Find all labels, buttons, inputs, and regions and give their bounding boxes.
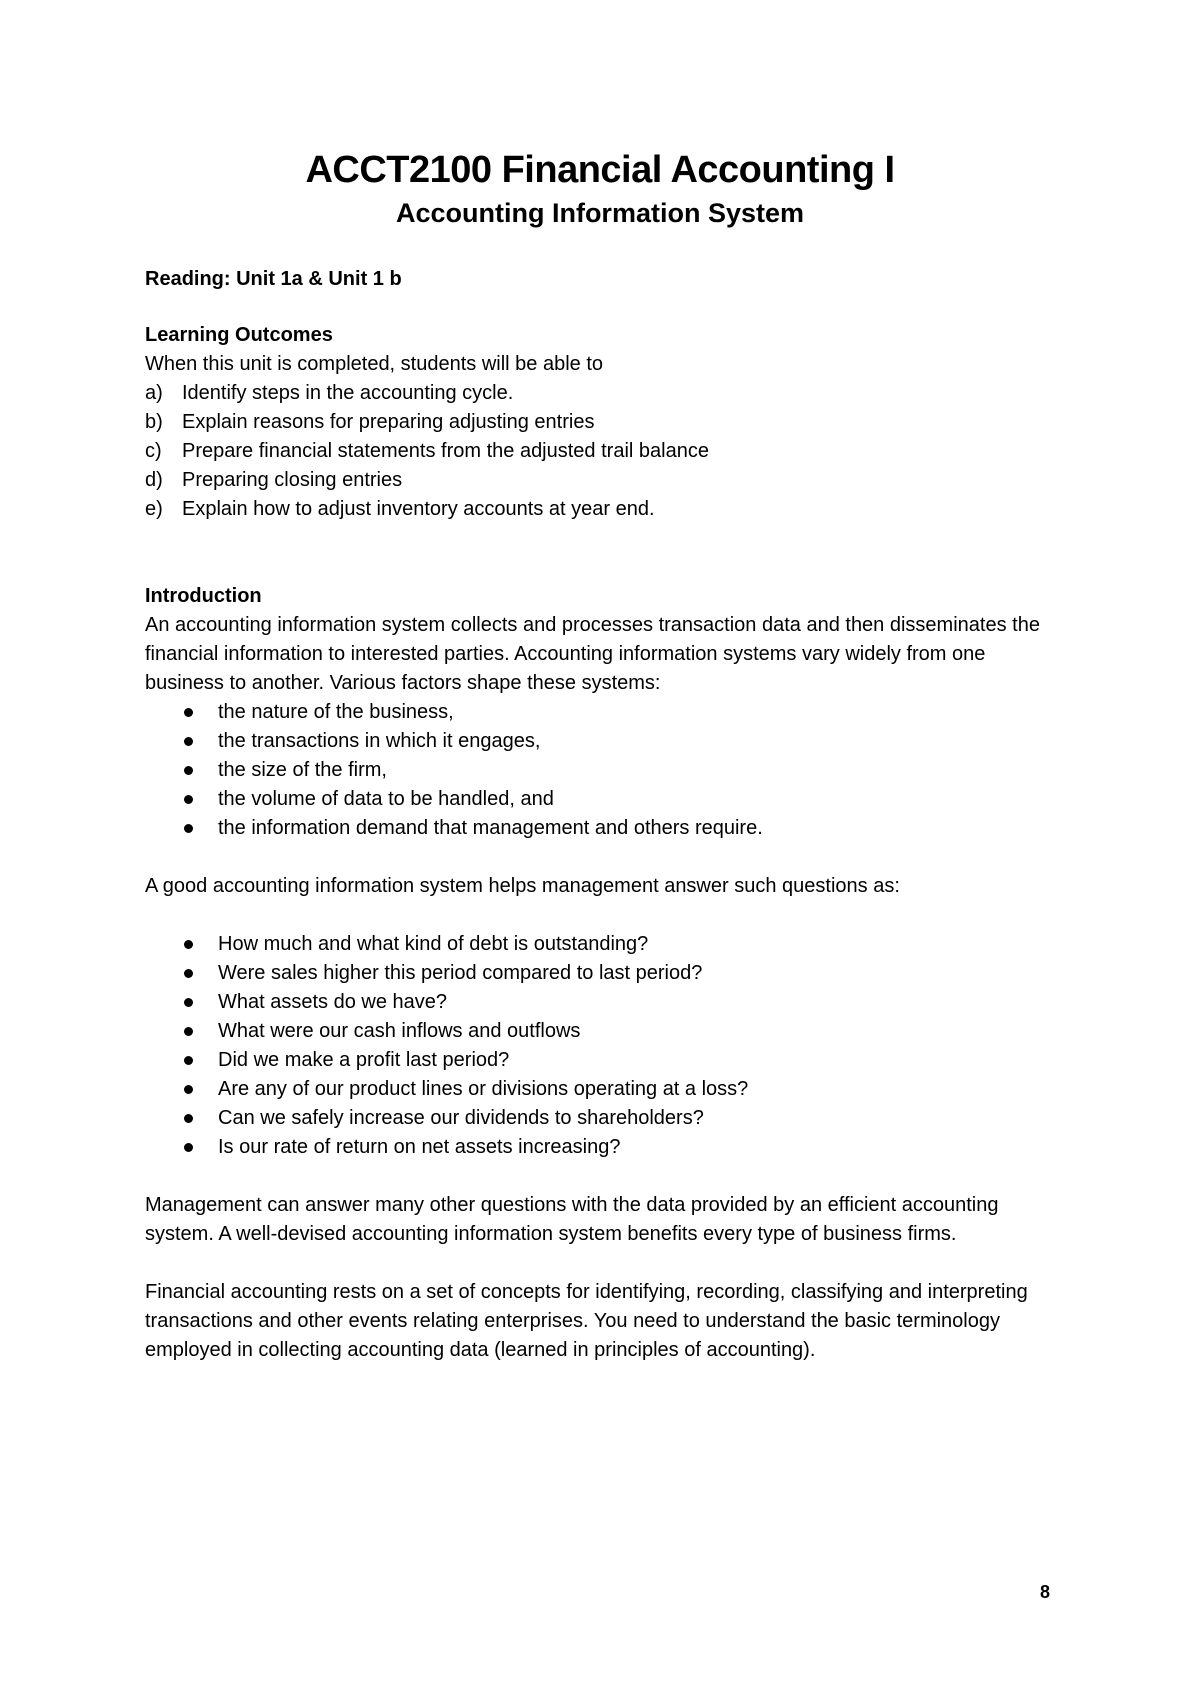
list-item bbox=[145, 1046, 1055, 1075]
learning-outcomes-intro: When this unit is completed, students will be able to bbox=[145, 353, 604, 375]
list-item bbox=[145, 814, 1055, 843]
list-item-text: Explain how to adjust inventory accounts at year end. bbox=[182, 498, 655, 520]
page-number: 8 bbox=[1040, 1582, 1051, 1602]
bullet-icon bbox=[184, 1027, 193, 1036]
list-item bbox=[145, 408, 1055, 437]
list-item bbox=[145, 959, 1055, 988]
list-item bbox=[145, 1075, 1055, 1104]
list-item-text: the size of the firm, bbox=[218, 759, 387, 781]
list-item-text: the nature of the business, bbox=[218, 701, 454, 723]
list-item bbox=[145, 988, 1055, 1017]
list-item-text: the information demand that management and others require. bbox=[218, 817, 763, 839]
list-item bbox=[145, 379, 1055, 408]
bullet-icon bbox=[184, 824, 193, 833]
bullet-icon bbox=[184, 1114, 193, 1123]
list-item bbox=[145, 727, 1055, 756]
list-item-letter: a) bbox=[145, 382, 163, 404]
document-title: ACCT2100 Financial Accounting I bbox=[305, 149, 895, 191]
list-item-text: What assets do we have? bbox=[218, 991, 448, 1013]
bullet-icon bbox=[184, 766, 193, 775]
list-item-text: Preparing closing entries bbox=[182, 469, 403, 491]
spacer bbox=[145, 901, 1055, 930]
list-item-letter: b) bbox=[145, 411, 163, 433]
spacer bbox=[145, 1249, 1055, 1278]
list-item bbox=[145, 1133, 1055, 1162]
list-item-letter: c) bbox=[145, 440, 162, 462]
list-item bbox=[145, 495, 1055, 524]
list-item-text: Prepare financial statements from the adjusted trail balance bbox=[182, 440, 709, 462]
list-item-text: How much and what kind of debt is outstanding? bbox=[218, 933, 649, 955]
list-item bbox=[145, 930, 1055, 959]
learning-outcomes-list bbox=[145, 379, 1055, 524]
list-item bbox=[145, 698, 1055, 727]
bullet-icon bbox=[184, 940, 193, 949]
bullet-icon bbox=[184, 969, 193, 978]
list-item-text: Are any of our product lines or divisions operating at a loss? bbox=[218, 1078, 749, 1100]
bullet-icon bbox=[184, 998, 193, 1007]
list-item-text: Is our rate of return on net assets increasing? bbox=[218, 1136, 621, 1158]
questions-list bbox=[145, 930, 1055, 1162]
introduction-paragraph: An accounting information system collects and processes transaction data and then disseminates the financial information to interested parties. Accounting information systems vary widely from one business to another. Various factors shape these systems: bbox=[145, 614, 1040, 694]
management-paragraph: Management can answer many other questions with the data provided by an efficient accounting system. A well-devised accounting information system benefits every type of business firms. bbox=[145, 1194, 999, 1245]
list-item-text: Were sales higher this period compared to last period? bbox=[218, 962, 703, 984]
factors-list bbox=[145, 698, 1055, 843]
list-item-letter: d) bbox=[145, 469, 163, 491]
financial-accounting-paragraph: Financial accounting rests on a set of concepts for identifying, recording, classifying and interpreting transactions and other events relating enterprises. You need to understand the basic terminology employed in collecting accounting data (learned in principles of accounting). bbox=[145, 1281, 1028, 1361]
list-item bbox=[145, 1104, 1055, 1133]
list-item-text: the transactions in which it engages, bbox=[218, 730, 541, 752]
list-item bbox=[145, 785, 1055, 814]
questions-intro: A good accounting information system helps management answer such questions as: bbox=[145, 875, 900, 897]
spacer bbox=[145, 524, 1055, 582]
list-item bbox=[145, 466, 1055, 495]
reading-line: Reading: Unit 1a & Unit 1 b bbox=[145, 268, 402, 290]
bullet-icon bbox=[184, 1056, 193, 1065]
bullet-icon bbox=[184, 708, 193, 717]
list-item-text: the volume of data to be handled, and bbox=[218, 788, 554, 810]
list-item-text: Identify steps in the accounting cycle. bbox=[182, 382, 514, 404]
bullet-icon bbox=[184, 1085, 193, 1094]
list-item-text: Explain reasons for preparing adjusting entries bbox=[182, 411, 595, 433]
list-item bbox=[145, 1017, 1055, 1046]
list-item bbox=[145, 437, 1055, 466]
introduction-heading: Introduction bbox=[145, 585, 262, 607]
document-subtitle: Accounting Information System bbox=[395, 198, 805, 228]
list-item bbox=[145, 756, 1055, 785]
document-body bbox=[145, 265, 1055, 1365]
list-item-text: Can we safely increase our dividends to shareholders? bbox=[218, 1107, 704, 1129]
spacer bbox=[145, 843, 1055, 872]
bullet-icon bbox=[184, 1143, 193, 1152]
learning-outcomes-heading: Learning Outcomes bbox=[145, 324, 333, 346]
list-item-text: Did we make a profit last period? bbox=[218, 1049, 510, 1071]
list-item-letter: e) bbox=[145, 498, 163, 520]
spacer bbox=[145, 1162, 1055, 1191]
list-item-text: What were our cash inflows and outflows bbox=[218, 1020, 581, 1042]
bullet-icon bbox=[184, 795, 193, 804]
bullet-icon bbox=[184, 737, 193, 746]
